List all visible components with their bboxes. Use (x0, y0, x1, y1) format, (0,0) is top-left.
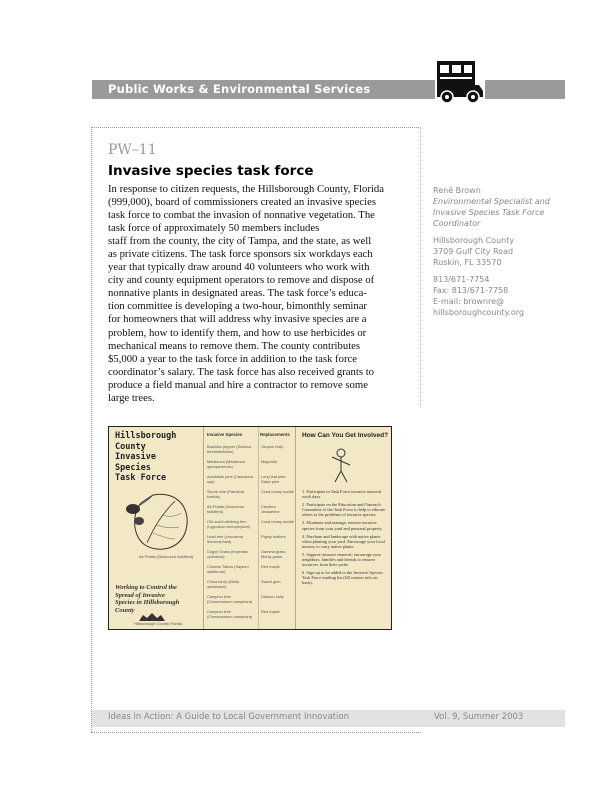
replacement-name: Red maple (261, 564, 280, 569)
body-line: as private citizens. The task force sponsors six workdays each (108, 248, 373, 261)
steps-list (302, 489, 388, 589)
replacement-name: Long leaf pine Slash pine (261, 474, 286, 484)
brochure-subtitle-line: Species in Hillsborough (115, 599, 180, 607)
replacement-name: Red maple (261, 609, 280, 614)
contact-email-domain[interactable]: hillsboroughcounty.org (433, 308, 524, 317)
brochure-middle-panel (203, 427, 296, 629)
body-line: staff from the county, the city of Tampa, and the state, as well (108, 235, 372, 248)
involvement-step: 3. Eliminate and manage, remove invasive species from your yard and personal property. (302, 520, 383, 531)
contact-email[interactable]: E-mail: brownre@ (433, 297, 505, 306)
involvement-step: 5. Support invasive removal; encourage your neighbors, families and friends to remove invasives from their yards. (302, 551, 382, 568)
brochure-title-line: Species (115, 462, 151, 473)
stick-figure-icon (326, 447, 356, 485)
contact-name: René Brown (433, 186, 481, 195)
frame-left-rule (91, 127, 92, 732)
leaf-illustration-icon (123, 485, 195, 555)
truck-icon (435, 55, 485, 105)
species-name: Brazilian pepper (Schinus terebinthifolius) (207, 444, 252, 454)
frame-top-rule (91, 127, 421, 128)
contact-sidebar (433, 185, 583, 318)
brochure-title (115, 431, 176, 484)
body-line: produce a field manual and hire a contractor to remove some (108, 378, 368, 391)
body-line: task force of approximately 50 members includes (108, 222, 320, 235)
brochure-subtitle (115, 584, 201, 614)
brochure-right-title: How Can You Get Involved? (302, 432, 389, 439)
article-code: PW–11 (108, 142, 157, 158)
issue-label: Vol. 9, Summer 2003 (434, 712, 524, 722)
section-title: Public Works & Environmental Services (108, 82, 371, 96)
body-line: city and county equipment operators to remove and dispose of (108, 274, 375, 287)
involvement-step: 4. Purchase and landscape with native plants when planting your yard. Encourage your local nursery to carry native plants. (302, 533, 385, 549)
body-line: nonnative plants in designated areas. The task force’s educa- (108, 287, 367, 300)
species-name: Melaleuca (Melaleuca quinquenervia) (207, 459, 245, 469)
body-line: (999,000), board of commissioners created an invasive species (108, 196, 376, 209)
replacement-name: Gamma grass Muhly grass (261, 549, 286, 559)
frame-bottom-rule (91, 732, 421, 733)
replacement-name: Coral honey suckle (261, 489, 295, 494)
brochure-image (108, 426, 392, 630)
replacement-name: Magnolia (261, 459, 277, 464)
species-name: Camphor tree (Cinnamomum camphora) (207, 609, 253, 619)
article-body (108, 183, 410, 405)
body-line: for homeowners that will address why invasive species are a (108, 313, 367, 326)
body-line: coordinator’s salary. The task force has also received grants to (108, 365, 375, 378)
body-line: task force to combat the invasion of nonnative vegetation. The (108, 209, 375, 222)
publication-title: Ideas in Action: A Guide to Local Government Innovation (108, 712, 349, 722)
article-title: Invasive species task force (108, 163, 314, 179)
body-line: year that typically draw around 40 volunteers who work with (108, 261, 370, 274)
body-line: tion committee is developing a two-hour, bimonthly seminar (108, 300, 367, 313)
species-name: Cogon Grass (Imperata cylindrica) (207, 549, 248, 559)
replacement-name: Pigmy bottlers (261, 534, 286, 539)
species-col-header: Invasive Species (207, 432, 243, 437)
brochure-title-line: Invasive (115, 452, 156, 462)
species-name: Chinese Tallow (Sapium sebiferum) (207, 564, 249, 574)
replacement-name: Sweet gum (261, 579, 281, 584)
species-name: Old world climbing fern (Lygodium microphyllum) (207, 519, 251, 529)
brochure-title-line: County (115, 441, 146, 452)
brochure-subtitle-line: Working to Control the (115, 584, 177, 591)
brochure-title-line: Task Force (115, 473, 167, 483)
brochure-title-line: Hillsborough (115, 431, 177, 441)
replacement-name: Carolina Jessamine (261, 504, 280, 514)
brochure-subtitle-line: Spread of Invasive (115, 591, 165, 599)
involvement-step: 2. Participate on the Education and Outreach Committee of the Task Force to help to educate others to the problems of invasive species. (302, 502, 386, 518)
replacement-name: Coral honey suckle (261, 519, 295, 524)
contact-role: Environmental Specialist and (433, 197, 550, 206)
species-name: Skunk vine (Paederia foetida) (207, 489, 244, 499)
species-name: Camphor tree (Cinnamomum camphora) (207, 594, 253, 604)
contact-street: 3709 Gulf City Road (433, 247, 514, 256)
contact-fax: Fax: 813/671-7758 (433, 286, 509, 295)
brochure-subtitle-line: County (115, 606, 135, 614)
brochure-left-panel (109, 427, 203, 629)
body-line: In response to citizen requests, the Hillsborough County, Florida (108, 183, 384, 195)
contact-role: Invasive Species Task Force (433, 208, 545, 217)
replacement-name: Yaupon holly (261, 444, 284, 449)
replacement-name: Dahoon holly (261, 594, 284, 599)
body-line: mechanical means to remove them. The county contributes (108, 339, 361, 352)
body-line: $5,000 a year to the task force in addition to the task force (108, 352, 357, 365)
brochure-right-panel (295, 427, 392, 629)
brochure-left-caption: Air Potato (Dioscorea bulbifera) (139, 554, 194, 559)
contact-city: Ruskin, FL 33570 (433, 258, 502, 267)
contact-org: Hillsborough County (433, 236, 515, 245)
species-name: Lead tree (Leucaena leucocephala) (207, 534, 243, 544)
contact-role: Coordinator (433, 219, 481, 228)
replacement-col-header: Replacements (260, 432, 290, 437)
brochure-left-logo-text: Hillsborough County Florida (133, 621, 182, 626)
involvement-step: 6. Sign up to be added to the Invasive Species Task Force mailing list (fill contact info on back). (302, 570, 383, 586)
body-line: problem, how to identify them, and how to use herbicides or (108, 326, 367, 339)
contact-phone: 813/671-7754 (433, 275, 490, 284)
species-name: Australian pine (Casuarina spp) (207, 474, 253, 484)
involvement-step: 1. Participate in Task Force invasive removal work days. (302, 489, 382, 500)
frame-right-rule (420, 127, 421, 407)
species-name: China berry (Melia azedarach) (207, 579, 239, 589)
body-line: large trees. (108, 391, 155, 404)
species-name: Air Potato (Dioscorea bulbifera) (207, 504, 244, 514)
